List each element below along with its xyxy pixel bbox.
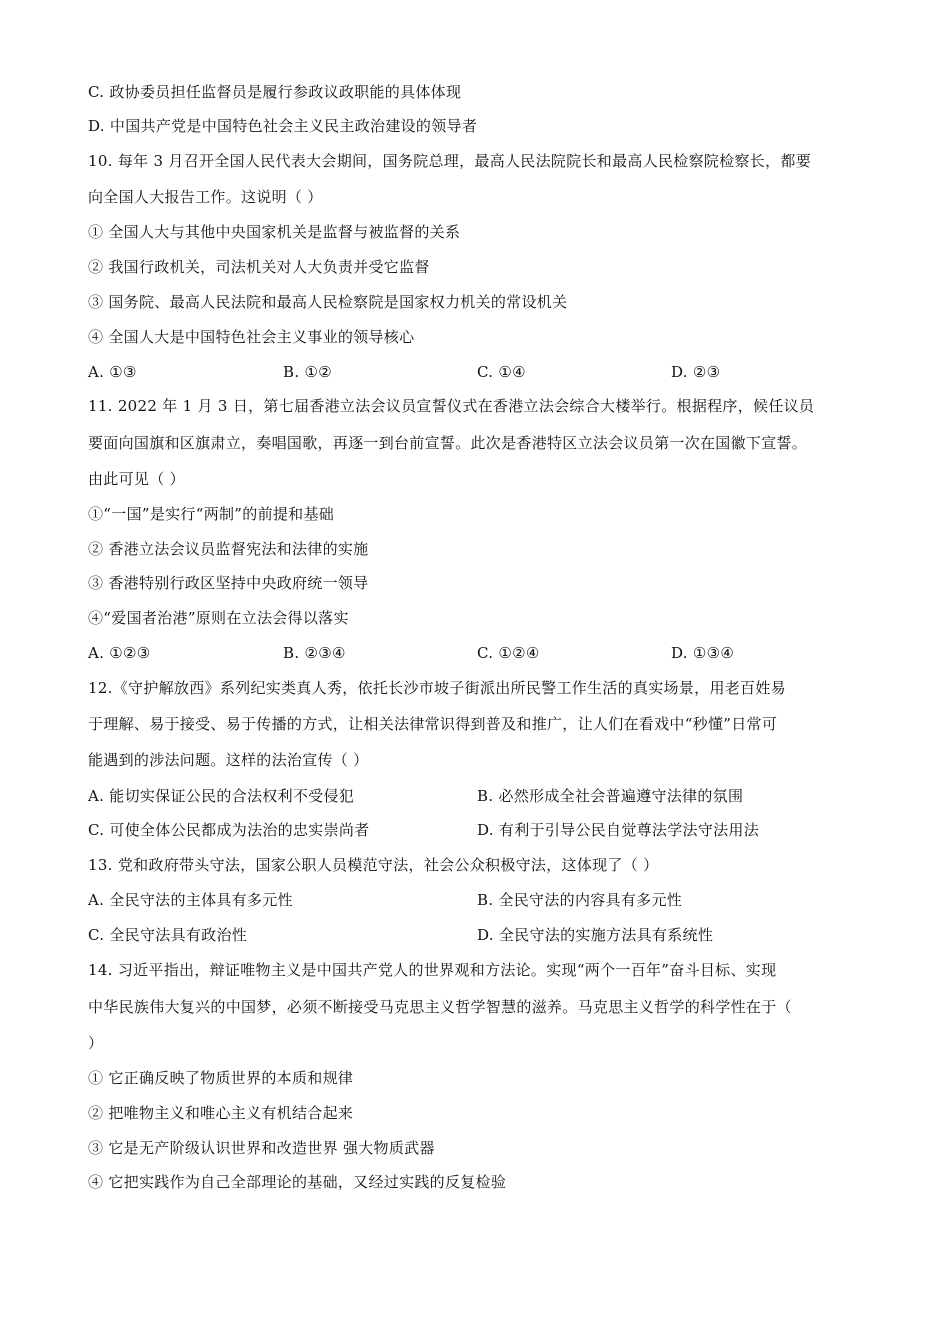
- q10-option-d: D. ②③: [671, 363, 721, 381]
- q11-option-c: C. ①②④: [477, 644, 540, 662]
- q10-stem-line-2: 向全国人大报告工作。这说明（ ）: [88, 188, 323, 206]
- q11-statement-2: ② 香港立法会议员监督宪法和法律的实施: [88, 540, 369, 558]
- q13-option-b: B. 全民守法的内容具有多元性: [477, 891, 683, 909]
- q11-option-d: D. ①③④: [671, 644, 735, 662]
- q11-option-b: B. ②③④: [283, 644, 346, 662]
- q10-option-b: B. ①②: [283, 363, 332, 381]
- q11-option-a: A. ①②③: [88, 644, 151, 662]
- q14-statement-3: ③ 它是无产阶级认识世界和改造世界 强大物质武器: [88, 1139, 435, 1157]
- q14-stem-line-2: 中华民族伟大复兴的中国梦，必须不断接受马克思主义哲学智慧的滋养。马克思主义哲学的科学性在于（: [88, 998, 792, 1016]
- q10-option-a: A. ①③: [88, 363, 137, 381]
- q14-stem-line-1: 14. 习近平指出，辩证唯物主义是中国共产党人的世界观和方法论。实现“两个一百年”奋斗目标、实现: [88, 961, 777, 979]
- q10-stem-line-1: 10. 每年 3 月召开全国人民代表大会期间，国务院总理，最高人民法院院长和最高人民检察院检察长，都要: [88, 152, 812, 170]
- q12-option-a: A. 能切实保证公民的合法权利不受侵犯: [88, 787, 355, 805]
- q12-stem-line-1: 12.《守护解放西》系列纪实类真人秀，依托长沙市坡子街派出所民警工作生活的真实场景，用老百姓易: [88, 679, 786, 697]
- q10-statement-1: ① 全国人大与其他中央国家机关是监督与被监督的关系: [88, 223, 461, 241]
- q11-stem-line-1: 11. 2022 年 1 月 3 日，第七届香港立法会议员宣誓仪式在香港立法会综合大楼举行。根据程序，候任议员: [88, 397, 815, 415]
- q13-option-c: C. 全民守法具有政治性: [88, 926, 248, 944]
- q14-stem-line-3: ）: [88, 1034, 104, 1052]
- q11-stem-line-3: 由此可见（ ）: [88, 470, 185, 488]
- q12-stem-line-3: 能遇到的涉法问题。这样的法治宣传（ ）: [88, 751, 369, 769]
- q11-statement-1: ①“一国”是实行“两制”的前提和基础: [88, 505, 335, 523]
- q11-stem-line-2: 要面向国旗和区旗肃立，奏唱国歌，再逐一到台前宣誓。此次是香港特区立法会议员第一次在国徽下宣誓。: [88, 434, 808, 452]
- q12-option-d: D. 有利于引导公民自觉尊法学法守法用法: [477, 821, 760, 839]
- q14-statement-4: ④ 它把实践作为自己全部理论的基础，又经过实践的反复检验: [88, 1173, 507, 1191]
- q9-option-d: D. 中国共产党是中国特色社会主义民主政治建设的领导者: [88, 117, 478, 135]
- q14-statement-1: ① 它正确反映了物质世界的本质和规律: [88, 1069, 354, 1087]
- q12-option-b: B. 必然形成全社会普遍遵守法律的氛围: [477, 787, 744, 805]
- q9-option-c: C. 政协委员担任监督员是履行参政议政职能的具体体现: [88, 83, 462, 101]
- q10-statement-2: ② 我国行政机关，司法机关对人大负责并受它监督: [88, 258, 430, 276]
- q10-statement-4: ④ 全国人大是中国特色社会主义事业的领导核心: [88, 328, 415, 346]
- q13-option-a: A. 全民守法的主体具有多元性: [88, 891, 293, 909]
- q11-statement-3: ③ 香港特别行政区坚持中央政府统一领导: [88, 574, 369, 592]
- q10-statement-3: ③ 国务院、最高人民法院和最高人民检察院是国家权力机关的常设机关: [88, 293, 568, 311]
- q12-stem-line-2: 于理解、易于接受、易于传播的方式，让相关法律常识得到普及和推广，让人们在看戏中“秒懂”日常可: [88, 715, 778, 733]
- q13-stem: 13. 党和政府带头守法，国家公职人员模范守法，社会公众积极守法，这体现了（ ）: [88, 856, 659, 874]
- q10-option-c: C. ①④: [477, 363, 526, 381]
- q13-option-d: D. 全民守法的实施方法具有系统性: [477, 926, 714, 944]
- q11-statement-4: ④“爱国者治港”原则在立法会得以落实: [88, 609, 349, 627]
- q14-statement-2: ② 把唯物主义和唯心主义有机结合起来: [88, 1104, 354, 1122]
- q12-option-c: C. 可使全体公民都成为法治的忠实崇尚者: [88, 821, 370, 839]
